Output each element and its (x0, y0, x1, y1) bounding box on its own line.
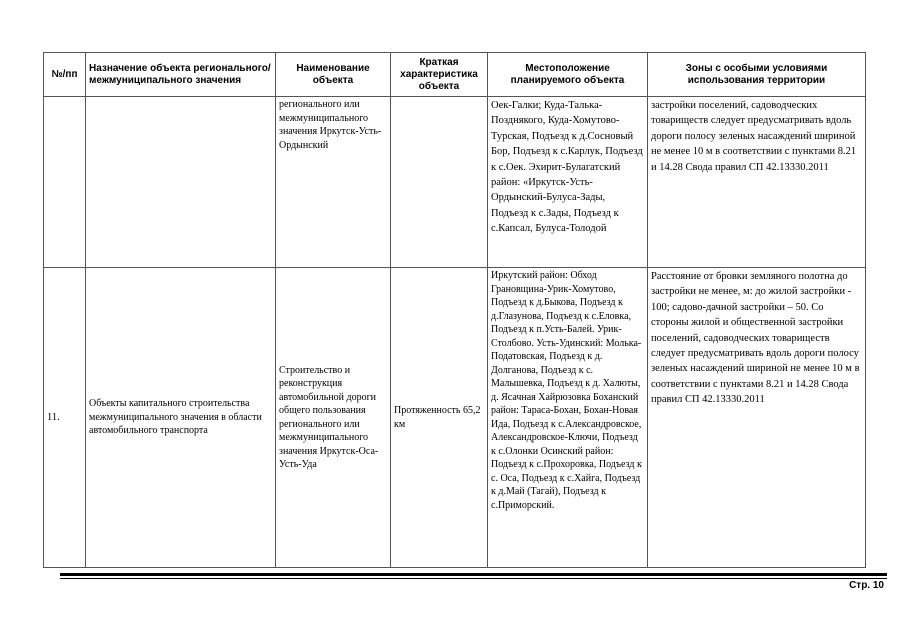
cell-num (44, 97, 86, 268)
cell-name: Строительство и реконструкция автомобильной дороги общего пользования регионального или межмуниципального значения Иркутск-Оса-Усть-Уда (276, 268, 391, 568)
footer-rule-thin (60, 578, 887, 579)
footer-rule-thick (60, 573, 887, 576)
cell-characteristic: Протяженность 65,2 км (391, 268, 488, 568)
header-characteristic: Краткая характеристика объекта (391, 53, 488, 97)
cell-name: регионального или межмуниципального значения Иркутск-Усть-Ордынский (276, 97, 391, 268)
table-header-row (44, 53, 866, 97)
cell-purpose (86, 97, 276, 268)
cell-num: 11. (44, 268, 86, 568)
header-zones: Зоны с особыми условиями использования территории (648, 53, 866, 97)
cell-purpose: Объекты капитального строительства межмуниципального значения в области автомобильного транспорта (86, 268, 276, 568)
header-name: Наименование объекта (276, 53, 391, 97)
cell-characteristic (391, 97, 488, 268)
planned-objects-table (43, 52, 866, 568)
cell-zones: застройки поселений, садоводческих товариществ следует предусматривать вдоль дороги полосу зеленых насаждений шириной не менее 10 м в соответствии с пунктами 8.21 и 14.28 Свода правил СП 42.13330.2011 (648, 97, 866, 268)
table-row (44, 268, 866, 568)
header-purpose: Назначение объекта регионального/ межмуниципального значения (86, 53, 276, 97)
cell-location: Иркутский район: Обход Грановщина-Урик-Хомутово, Подъезд к д.Быкова, Подъезд к д.Глазунова, Подъезд к с.Еловка, Подъезд к п.Усть-Балей. Урик-Столбово. Усть-Удинский: Молька-Податовская, Подъезд к д. Долганова, Подъезд к с. Малышевка, Подъезд к д. Халюты, д. Ясачная Хайрюзовка Боханский район: Тараса-Бохан, Бохан-Новая Ида, Подъезд к с.Александровское, Александровское-Ключи, Подъезд к с.Олонки Осинский район: Подъезд к с.Прохоровка, Подъезд к с. Оса, Подъезд к с.Хайга, Подъезд к д.Май (Тагай), Подъезд к с.Приморский. (488, 268, 648, 568)
cell-location: Оек-Галки; Куда-Талька-Позднякого, Куда-Хомутово-Турская, Подъезд к д.Сосновый Бор, Подъезд к с.Карлук, Подъезд к с.Оек. Эхирит-Булагатский район: «Иркутск-Усть-Ордынский-Булуса-Зады, Подъезд к с.Зады, Подъезд к с.Капсал, Булуса-Толодой (488, 97, 648, 268)
header-num: №/пп (44, 53, 86, 97)
cell-zones: Расстояние от бровки земляного полотна до застройки не менее, м: до жилой застройки - 100; садово-дачной застройки – 50. Со стороны жилой и общественной застройки поселений, садоводческих товариществ следует предусматривать вдоль дороги полосу зеленых насаждений шириной не менее 10 м в соответствии с пунктами 8.21 и 14.28 Свода правил СП 42.13330.2011 (648, 268, 866, 568)
table-row (44, 97, 866, 268)
header-location: Местоположение планируемого объекта (488, 53, 648, 97)
page-number: Стр. 10 (849, 580, 884, 591)
